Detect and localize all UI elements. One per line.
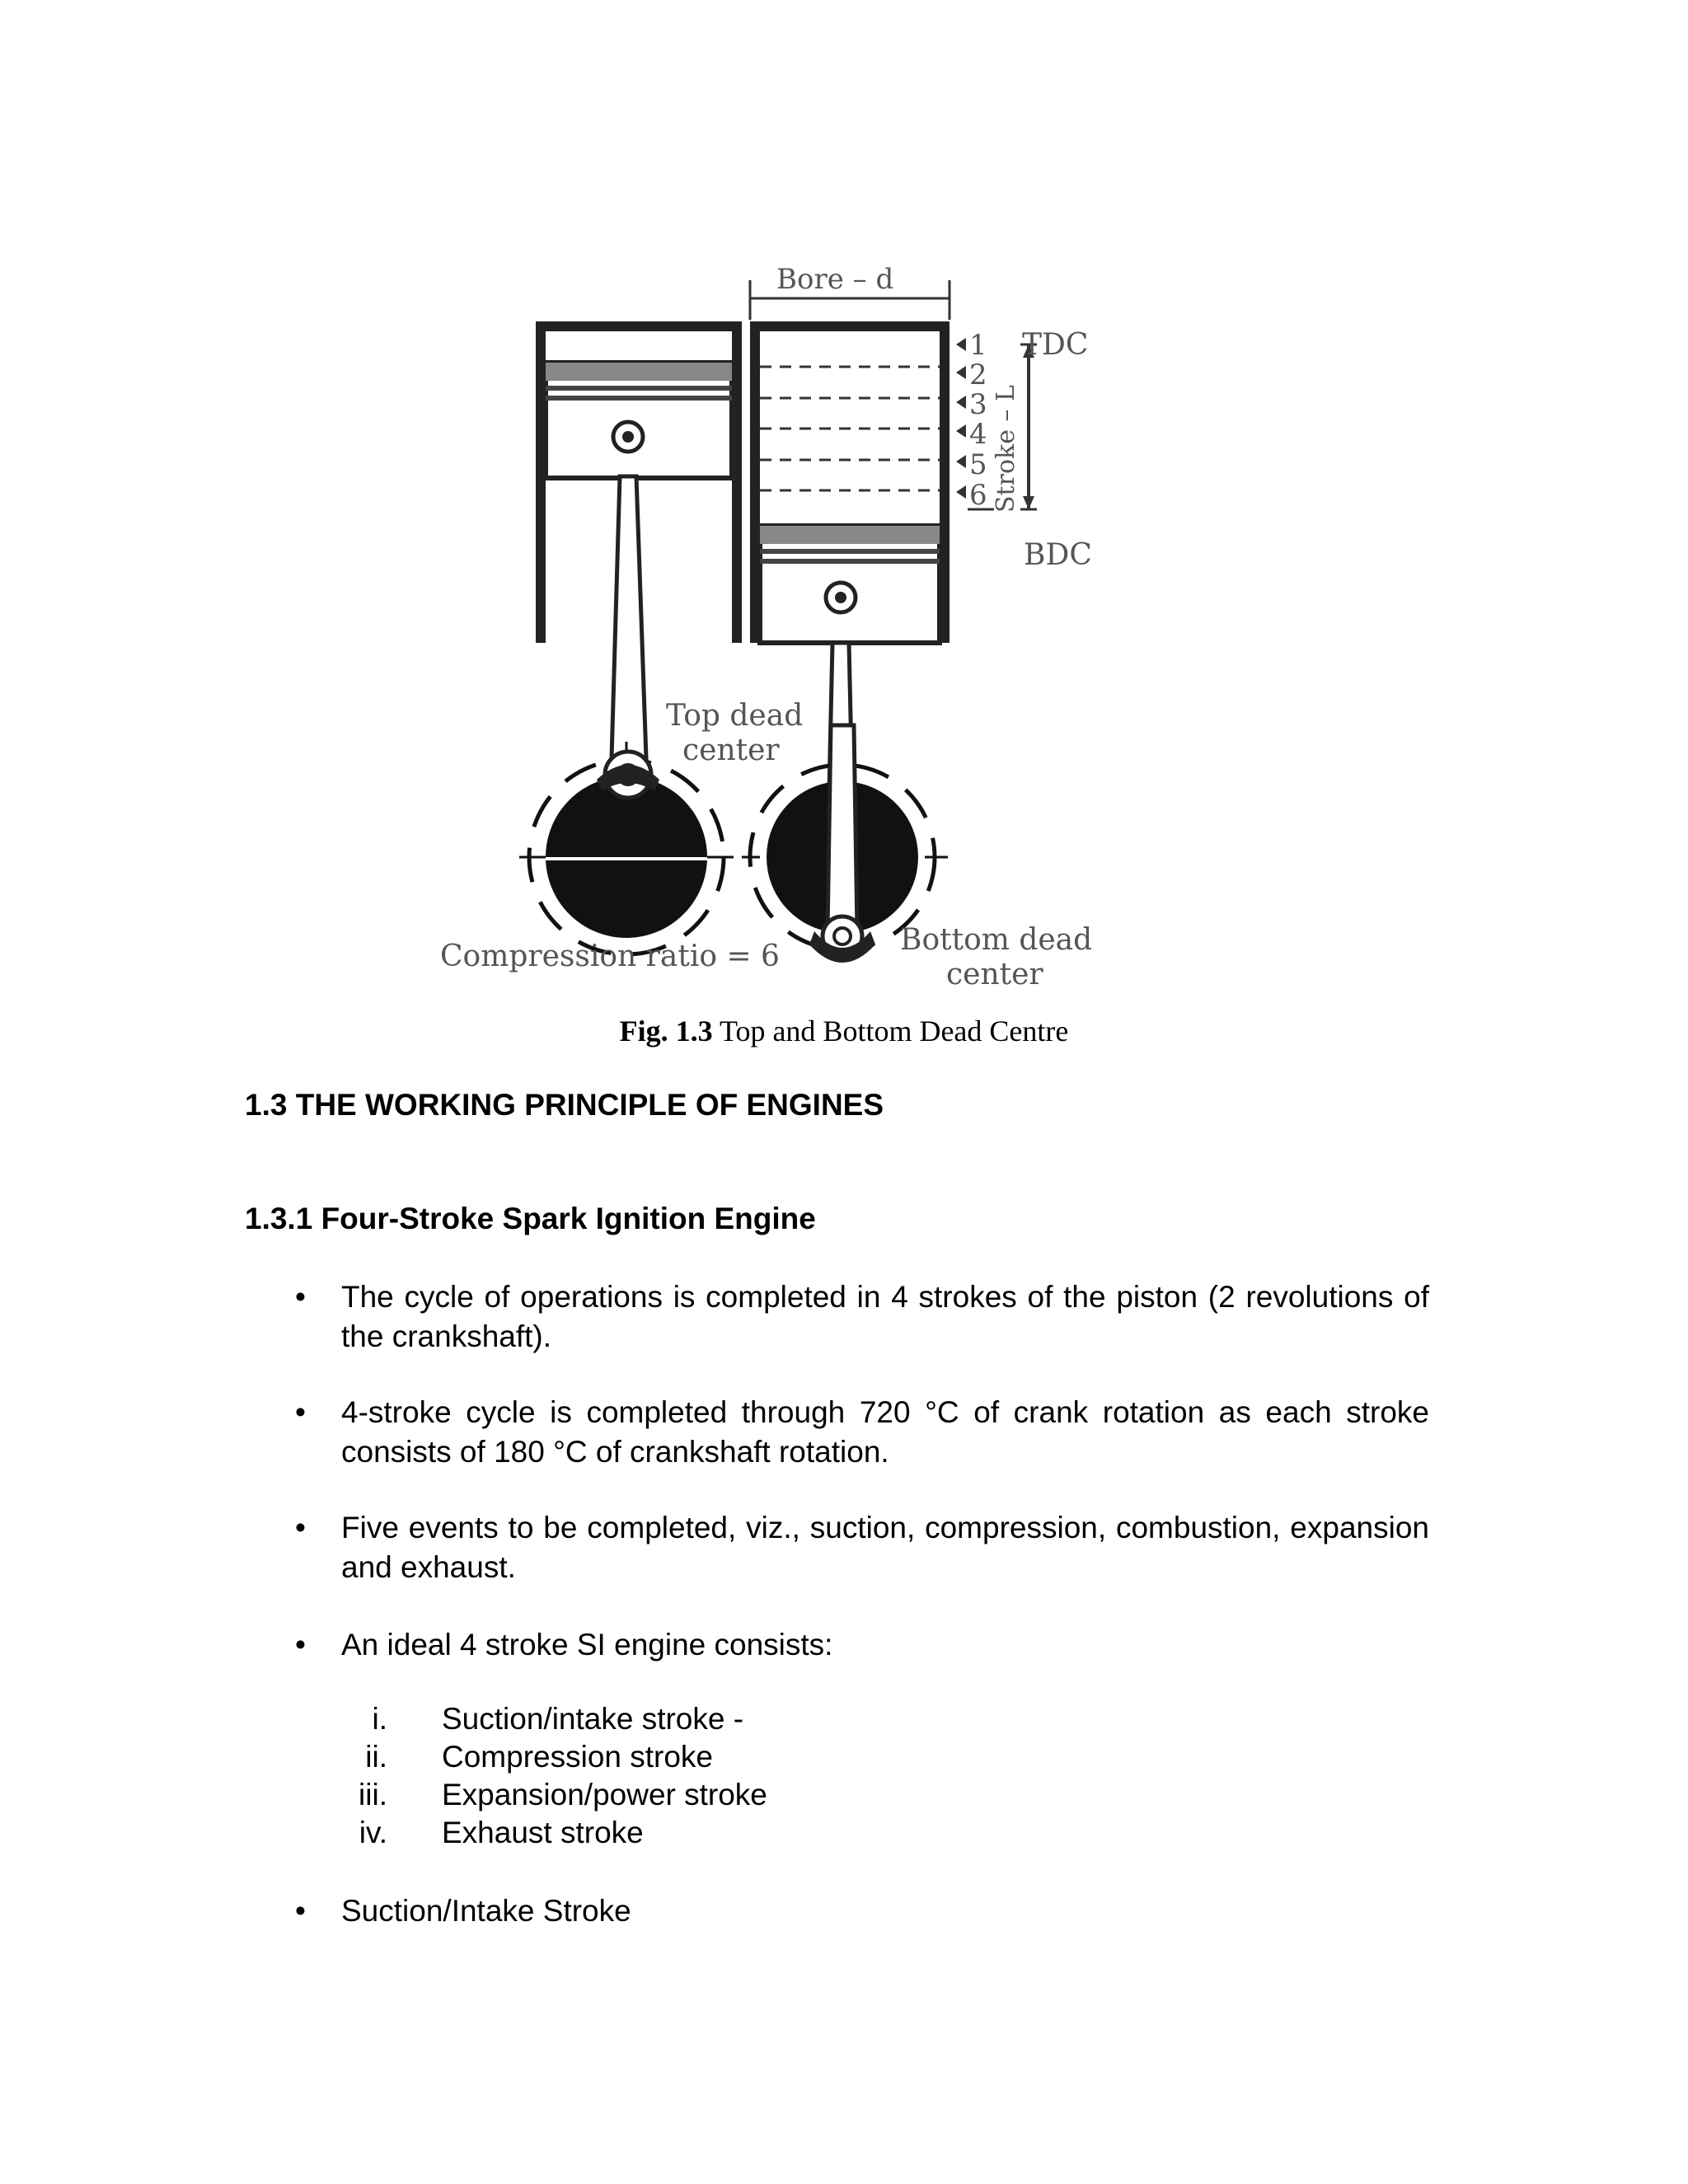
bdc-label: BDC (1024, 538, 1092, 572)
stroke-number: i. (372, 1702, 387, 1736)
marker-5: 5 (969, 448, 987, 481)
list-item-text: Five events to be completed, viz., suction, compression, combustion, expansion and exhaust. (341, 1511, 1429, 1584)
top-dead-center-label-2: center (682, 733, 780, 767)
bullet-icon: • (295, 1395, 306, 1429)
bottom-dead-center-label-2: center (946, 958, 1043, 991)
list-item (295, 1625, 1432, 1665)
stroke-number: iii. (359, 1778, 387, 1811)
bullet-icon: • (295, 1280, 306, 1314)
bullet-icon: • (295, 1511, 306, 1544)
stroke-label: Stroke – L (992, 385, 1020, 513)
list-item (295, 1393, 1432, 1472)
top-dead-center-label-1: Top dead (666, 699, 804, 733)
figure-caption-text: Top and Bottom Dead Centre (712, 1015, 1069, 1047)
stroke-text: Suction/intake stroke - (442, 1702, 744, 1736)
bottom-dead-center-label-1: Bottom dead (900, 923, 1093, 957)
stroke-markers (956, 338, 966, 499)
stroke-text: Exhaust stroke (442, 1816, 644, 1849)
list-item-text: 4-stroke cycle is completed through 720 °C of crank rotation as each stroke consists of 180 °C of crankshaft rotation. (341, 1395, 1429, 1469)
stroke-text: Compression stroke (442, 1740, 714, 1774)
left-piston-assembly (519, 321, 742, 954)
bore-label: Bore – d (776, 263, 894, 296)
stroke-dimension (1020, 344, 1037, 509)
bullet-icon: • (295, 1628, 306, 1661)
list-item (295, 1277, 1432, 1357)
marker-6: 6 (969, 479, 987, 512)
stroke-number: ii. (365, 1740, 387, 1774)
marker-4: 4 (969, 418, 987, 451)
list-item (295, 1891, 1432, 1931)
right-piston-assembly (742, 321, 950, 963)
marker-2: 2 (969, 359, 987, 391)
subsection-title: 1.3.1 Four-Stroke Spark Ignition Engine (245, 1202, 816, 1235)
section-title: 1.3 THE WORKING PRINCIPLE OF ENGINES (245, 1088, 884, 1122)
compression-ratio-label: Compression ratio = 6 (440, 940, 780, 973)
marker-1: 1 (969, 329, 987, 362)
bullet-icon: • (295, 1894, 306, 1928)
list-item (295, 1508, 1432, 1587)
figure-caption (0, 1014, 1688, 1048)
tdc-label: TDC (1022, 328, 1089, 362)
list-item-text: Suction/Intake Stroke (341, 1894, 631, 1928)
stroke-number: iv. (359, 1816, 387, 1849)
stroke-text: Expansion/power stroke (442, 1778, 767, 1811)
figure-number: Fig. 1.3 (619, 1015, 713, 1047)
list-item-text: An ideal 4 stroke SI engine consists: (341, 1628, 833, 1661)
list-item-text: The cycle of operations is completed in 4 strokes of the piston (2 revolutions of the crankshaft). (341, 1280, 1429, 1353)
piston-diagram (420, 247, 1179, 1005)
marker-3: 3 (969, 388, 987, 421)
